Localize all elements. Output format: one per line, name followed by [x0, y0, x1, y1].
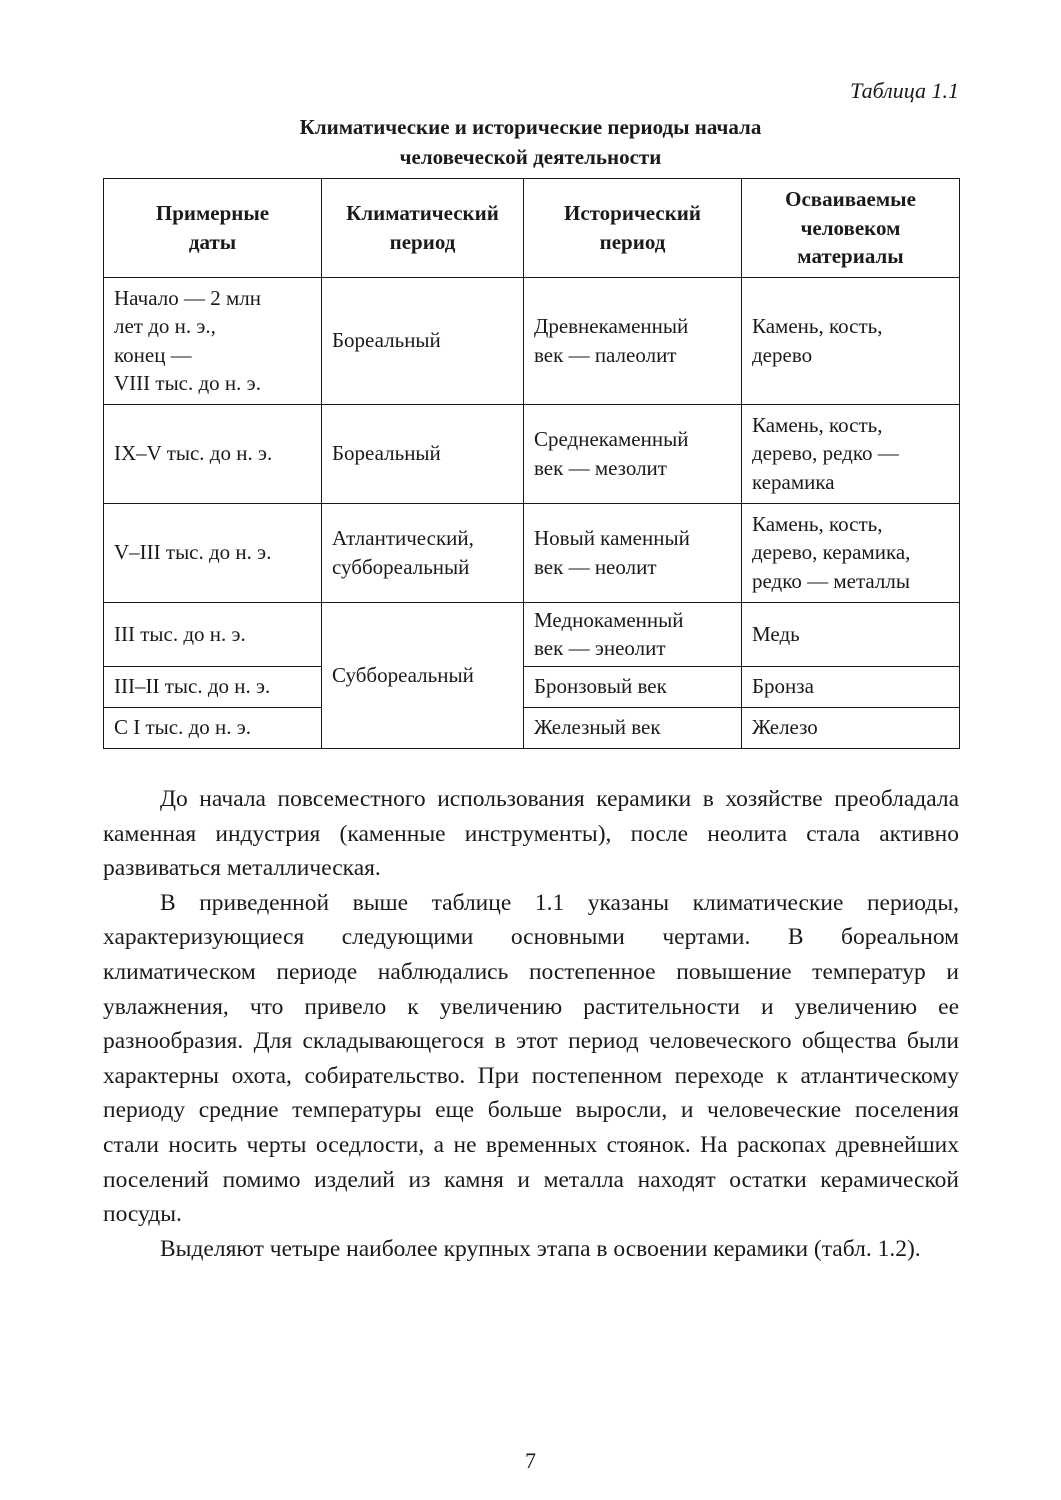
- table-title: [0, 112, 1061, 172]
- cell-dates: V–III тыс. до н. э.: [104, 503, 322, 602]
- cell-climate: Атлантический, суббореальный: [322, 503, 524, 602]
- table-row: [104, 277, 960, 404]
- cell-climate: Суббореальный: [322, 602, 524, 748]
- table-row: [104, 666, 960, 707]
- header-climate-period: Климатический период: [322, 179, 524, 278]
- table-label: Таблица 1.1: [850, 78, 959, 103]
- cell-dates: III–II тыс. до н. э.: [104, 666, 322, 707]
- table-header-row: [104, 179, 960, 278]
- table-title-line: Климатические и исторические периоды начала: [299, 115, 762, 139]
- header-materials: Осваиваемые человеком материалы: [742, 179, 960, 278]
- table-title-line: человеческой деятельности: [399, 145, 662, 169]
- cell-climate: Бореальный: [322, 404, 524, 503]
- body-text: [103, 782, 959, 1266]
- cell-history: Железный век: [524, 707, 742, 748]
- header-historical-period: Исторический период: [524, 179, 742, 278]
- cell-materials: Камень, кость, дерево, редко — керамика: [742, 404, 960, 503]
- cell-materials: Бронза: [742, 666, 960, 707]
- cell-dates: Начало — 2 млн лет до н. э., конец — VIII тыс. до н. э.: [104, 277, 322, 404]
- paragraph: В приведенной выше таблице 1.1 указаны климатические периоды, характеризующиеся следующими основными чертами. В бореальном климатическом периоде наблюдались постепенное повышение температур и увлажнения, что привело к увеличению растительности и увеличению ее разнообразия. Для складывающегося в этот период человеческого общества были характерны охота, собирательство. При постепенном переходе к атлантическому периоду средние температуры еще больше выросли, и человеческие поселения стали носить черты оседлости, а не временных стоянок. На раскопах древнейших поселений помимо изделий из камня и металла находят остатки керамической посуды.: [103, 889, 959, 1228]
- cell-dates: С I тыс. до н. э.: [104, 707, 322, 748]
- cell-history: Среднекаменный век — мезолит: [524, 404, 742, 503]
- cell-dates: IX–V тыс. до н. э.: [104, 404, 322, 503]
- table-row: [104, 707, 960, 748]
- cell-history: Бронзовый век: [524, 666, 742, 707]
- cell-history: Древнекаменный век — палеолит: [524, 277, 742, 404]
- paragraph: Выделяют четыре наиболее крупных этапа в освоении керамики (табл. 1.2).: [160, 1235, 921, 1262]
- table-row: [104, 404, 960, 503]
- cell-materials: Медь: [742, 602, 960, 666]
- cell-materials: Камень, кость, дерево: [742, 277, 960, 404]
- table-row: [104, 602, 960, 666]
- cell-materials: Камень, кость, дерево, керамика, редко — металлы: [742, 503, 960, 602]
- cell-history: Новый каменный век — неолит: [524, 503, 742, 602]
- paragraph: До начала повсеместного использования керамики в хозяйстве преобладала каменная индустрия (каменные инструменты), после неолита стала активно развиваться металлическая.: [103, 786, 959, 882]
- cell-climate: Бореальный: [322, 277, 524, 404]
- cell-dates: III тыс. до н. э.: [104, 602, 322, 666]
- header-dates: Примерные даты: [104, 179, 322, 278]
- page-number: 7: [525, 1448, 536, 1473]
- periods-table: [103, 178, 960, 749]
- table-row: [104, 503, 960, 602]
- cell-history: Меднокаменный век — энеолит: [524, 602, 742, 666]
- cell-materials: Железо: [742, 707, 960, 748]
